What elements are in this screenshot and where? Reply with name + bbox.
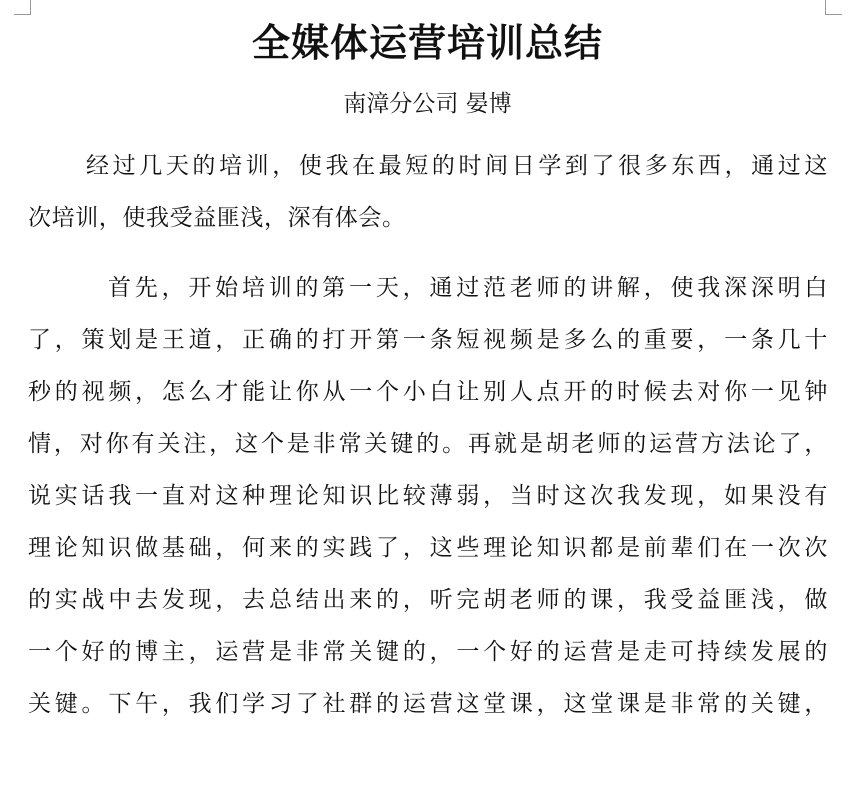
paragraph-line: 说实话我一直对这种理论知识比较薄弱，当时这次我发现，如果没有 bbox=[28, 483, 828, 509]
paragraph-line: 次培训，使我受益匪浅，深有体会。 bbox=[28, 205, 406, 231]
document-title: 全媒体运营培训总结 bbox=[251, 20, 603, 65]
paragraph-line: 经过几天的培训，使我在最短的时间日学到了很多东西，通过这 bbox=[86, 153, 828, 179]
paragraph-line: 了，策划是王道，正确的打开第一条短视频是多么的重要，一条几十 bbox=[28, 327, 828, 353]
crop-mark-left bbox=[14, 0, 31, 15]
crop-mark-right bbox=[825, 0, 842, 15]
paragraph-line: 理论知识做基础，何来的实践了，这些理论知识都是前辈们在一次次 bbox=[28, 535, 828, 561]
paragraph-line: 的实战中去发现，去总结出来的，听完胡老师的课，我受益匪浅，做 bbox=[28, 587, 828, 613]
paragraph-line: 关键。下午，我们学习了社群的运营这堂课，这堂课是非常的关键， bbox=[28, 691, 828, 717]
paragraph-2 bbox=[28, 262, 828, 730]
paragraph-line: 情，对你有关注，这个是非常关键的。再就是胡老师的运营方法论了， bbox=[28, 431, 828, 457]
paragraph-line: 一个好的博主，运营是非常关键的，一个好的运营是走可持续发展的 bbox=[28, 639, 828, 665]
paragraph-line: 秒的视频，怎么才能让你从一个小白让别人点开的时候去对你一见钟 bbox=[28, 379, 828, 405]
paragraph-1 bbox=[28, 140, 828, 244]
paragraph-line: 首先，开始培训的第一天，通过范老师的讲解，使我深深明白 bbox=[108, 275, 828, 301]
document-byline: 南漳分公司 晏博 bbox=[343, 91, 512, 117]
